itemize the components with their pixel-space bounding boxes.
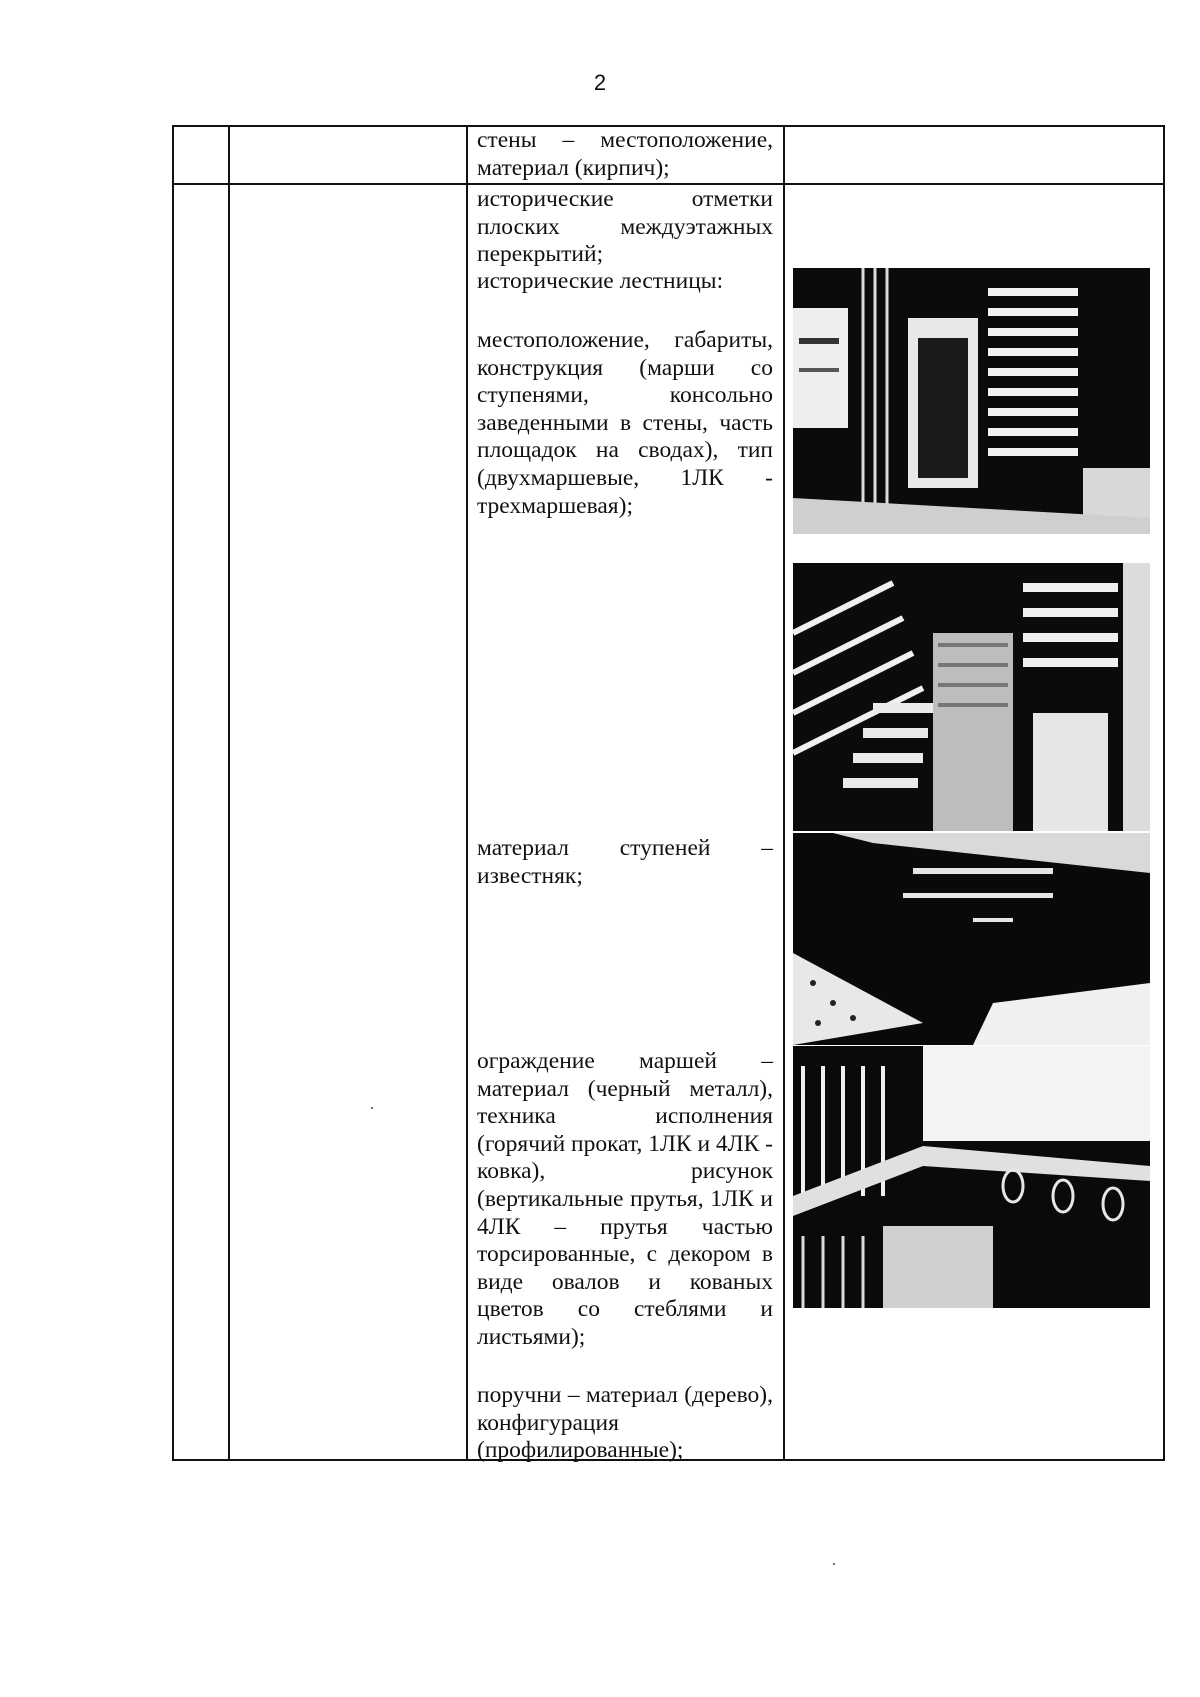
handrails-text: поручни – материал (дерево), конфигурация (профилированные); <box>477 1382 773 1464</box>
col-border-1 <box>172 125 174 1461</box>
staircase-photo-2 <box>793 563 1150 831</box>
stair-flights-image <box>793 563 1150 831</box>
steps-underside-image <box>793 833 1150 1045</box>
staircase-photo-4 <box>793 1046 1150 1308</box>
railing-image <box>793 1046 1150 1308</box>
stairs-layout-text: местоположение, габариты, конструкция (марши со ступенями, консольно заведенными в стены, часть площадок на сводах), тип (двухмаршевые, 1ЛК - трехмаршевая); <box>477 327 773 519</box>
row1-walls-text: стены – местоположение, материал (кирпич); <box>477 127 773 181</box>
col-border-3 <box>466 125 468 1461</box>
col-border-2 <box>228 125 230 1461</box>
floor-levels-text: исторические отметки плоских междуэтажных перекрытий; <box>477 186 773 268</box>
page-number: 2 <box>593 70 607 95</box>
scan-speck <box>371 1107 373 1109</box>
col-border-4 <box>783 125 785 1461</box>
col-border-5 <box>1163 125 1165 1461</box>
staircase-photo-3 <box>793 833 1150 1045</box>
steps-material-text: материал ступеней – известняк; <box>477 835 773 889</box>
scan-speck <box>833 1563 835 1565</box>
row-divider <box>172 183 1165 185</box>
stairwell-image <box>793 268 1150 534</box>
railing-text: ограждение маршей – материал (черный металл), техника исполнения (горячий прокат, 1ЛК и 4ЛК - ковка), рисунок (вертикальные прутья, 1ЛК и 4ЛК – прутья частью торсированные, с декором в виде овалов и кованых цветов со стеблями и листьями); <box>477 1048 773 1350</box>
historic-stairs-heading: исторические лестницы: <box>477 268 724 294</box>
staircase-photo-1 <box>793 268 1150 534</box>
